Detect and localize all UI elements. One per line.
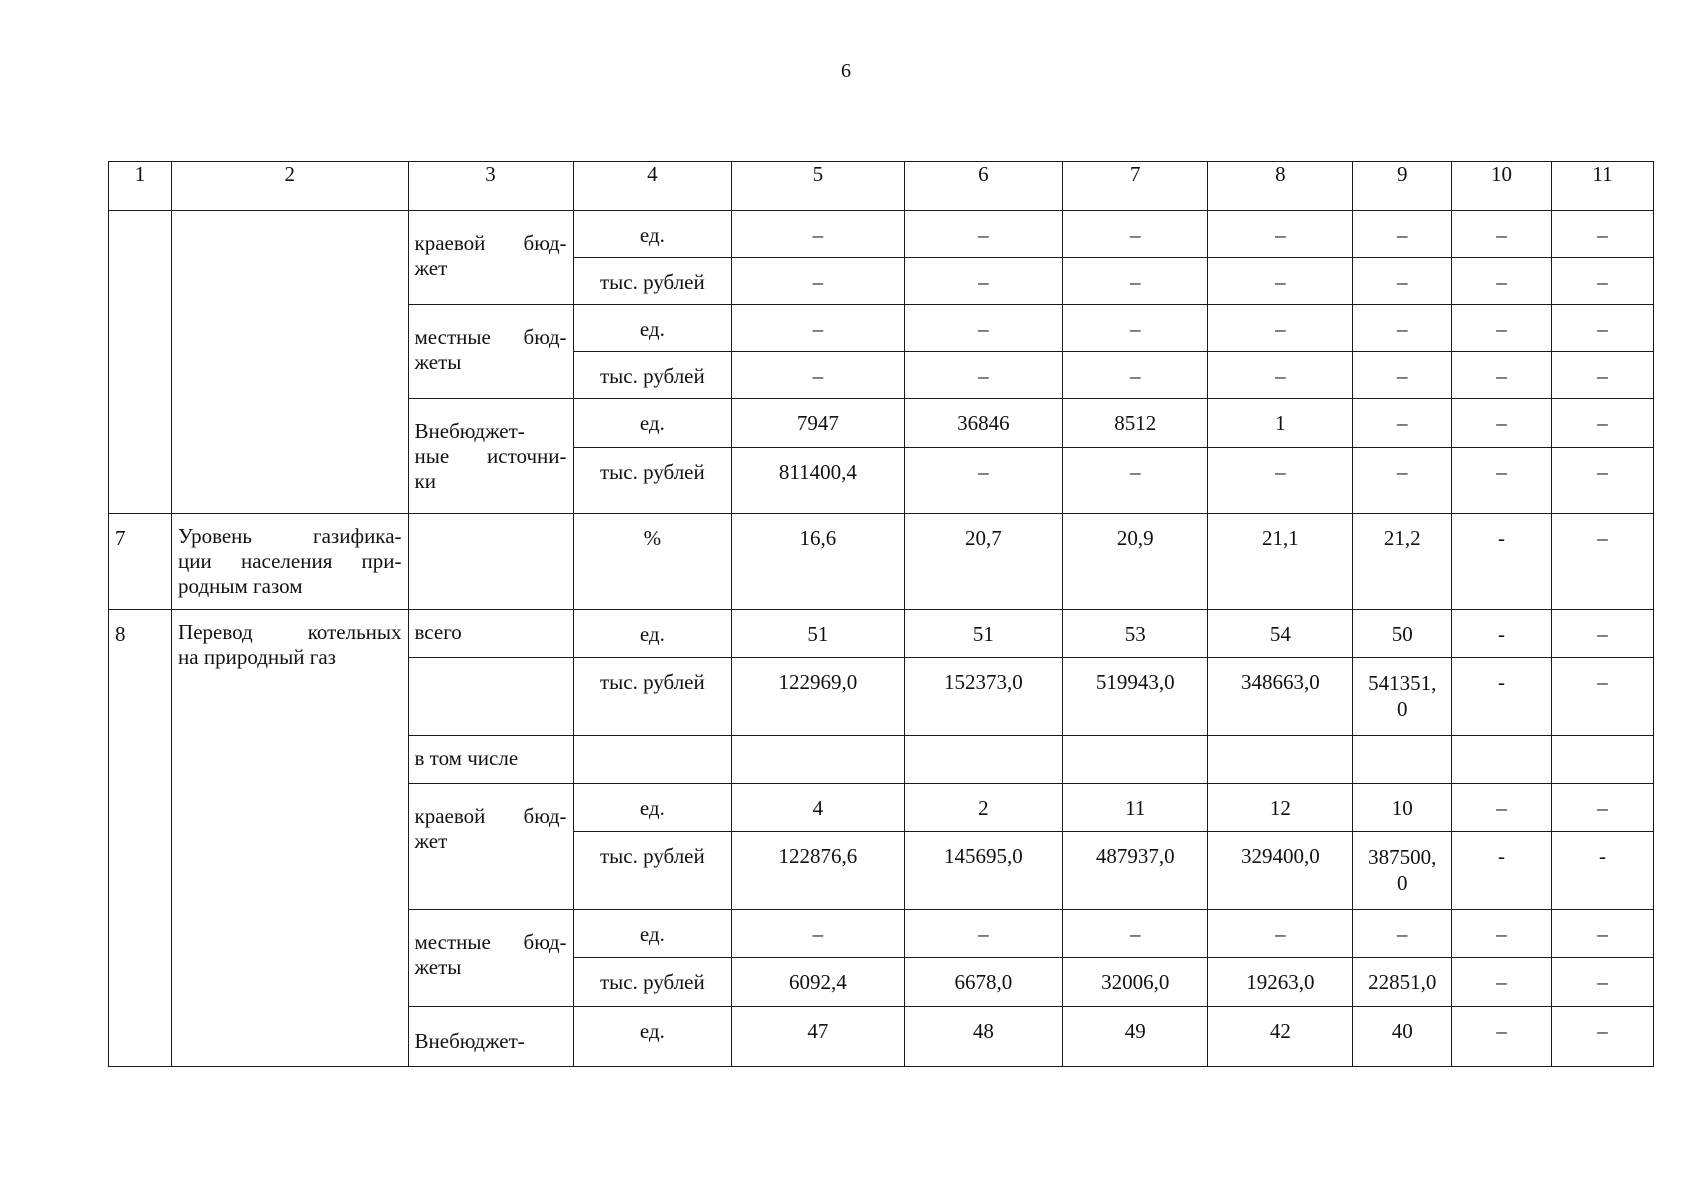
value-cell: 21,1 (1208, 514, 1353, 610)
value-cell: 48 (904, 1007, 1063, 1067)
unit-cell: тыс. рублей (573, 258, 732, 305)
value-cell: 7947 (732, 399, 904, 448)
unit-cell: тыс. рублей (573, 448, 732, 514)
header-cell: 5 (732, 162, 904, 211)
unit-cell: ед. (573, 305, 732, 352)
value-cell: 47 (732, 1007, 904, 1067)
value-cell: – (1551, 1007, 1653, 1067)
unit-cell: % (573, 514, 732, 610)
header-cell: 8 (1208, 162, 1353, 211)
value-cell: – (732, 258, 904, 305)
value-cell: – (1063, 352, 1208, 399)
unit-cell: ед. (573, 211, 732, 258)
source-including: в том числе (408, 736, 573, 784)
source-total: всего (408, 610, 573, 658)
value-cell: – (1551, 399, 1653, 448)
value-cell: – (1551, 610, 1653, 658)
value-cell: - (1551, 832, 1653, 910)
value-cell: 122876,6 (732, 832, 904, 910)
value-cell: - (1452, 832, 1552, 910)
row-number-cell: 8 (109, 610, 172, 1067)
row-name-cell (172, 211, 408, 514)
value-cell: – (732, 211, 904, 258)
value-cell: – (1452, 448, 1552, 514)
empty-cell (1353, 736, 1452, 784)
value-cell: 16,6 (732, 514, 904, 610)
value-cell: – (1452, 211, 1552, 258)
value-cell: – (1452, 258, 1552, 305)
value-cell: – (1452, 910, 1552, 958)
value-cell: – (1452, 305, 1552, 352)
header-cell: 3 (408, 162, 573, 211)
value-cell: 541351, 0 (1353, 658, 1452, 736)
value-cell: – (1452, 352, 1552, 399)
empty-cell (1208, 736, 1353, 784)
unit-cell: ед. (573, 784, 732, 832)
value-cell: – (1208, 258, 1353, 305)
header-row (109, 162, 1654, 211)
value-cell: – (1063, 910, 1208, 958)
value-cell: 36846 (904, 399, 1063, 448)
value-cell: – (1551, 784, 1653, 832)
value-cell: 20,7 (904, 514, 1063, 610)
value-cell: 122969,0 (732, 658, 904, 736)
value-cell: 53 (1063, 610, 1208, 658)
header-cell: 11 (1551, 162, 1653, 211)
row-number-cell (109, 211, 172, 514)
empty-cell (732, 736, 904, 784)
value-cell: 6678,0 (904, 958, 1063, 1007)
value-cell: – (904, 211, 1063, 258)
empty-cell (1063, 736, 1208, 784)
value-cell: - (1452, 658, 1552, 736)
value-cell: 19263,0 (1208, 958, 1353, 1007)
value-cell: 51 (904, 610, 1063, 658)
value-cell: – (1063, 448, 1208, 514)
empty-cell (904, 736, 1063, 784)
data-table (108, 161, 1654, 1067)
value-cell: – (904, 258, 1063, 305)
value-cell: – (1353, 211, 1452, 258)
value-cell: – (1551, 514, 1653, 610)
value-cell: – (904, 305, 1063, 352)
value-cell: – (1452, 958, 1552, 1007)
empty-cell (573, 736, 732, 784)
value-cell: - (1452, 514, 1552, 610)
header-cell: 4 (573, 162, 732, 211)
value-cell: – (1551, 211, 1653, 258)
value-cell: – (1551, 305, 1653, 352)
unit-cell: ед. (573, 910, 732, 958)
header-cell: 6 (904, 162, 1063, 211)
value-cell: – (1353, 352, 1452, 399)
unit-cell: ед. (573, 610, 732, 658)
value-cell: 487937,0 (1063, 832, 1208, 910)
value-cell: – (1353, 910, 1452, 958)
value-cell: 152373,0 (904, 658, 1063, 736)
value-cell: – (1208, 910, 1353, 958)
value-cell: 8512 (1063, 399, 1208, 448)
value-cell: 49 (1063, 1007, 1208, 1067)
value-cell: – (1452, 399, 1552, 448)
value-cell: 4 (732, 784, 904, 832)
source-extrabudgetary: Внебюджет- ные источни- ки (408, 399, 573, 514)
unit-cell: тыс. рублей (573, 958, 732, 1007)
value-cell: – (1551, 658, 1653, 736)
value-cell: 2 (904, 784, 1063, 832)
value-cell: 6092,4 (732, 958, 904, 1007)
source-extrabudgetary: Внебюджет- (408, 1007, 573, 1067)
source-regional: краевой бюд- жет (408, 211, 573, 305)
value-cell: 811400,4 (732, 448, 904, 514)
value-cell: – (1551, 258, 1653, 305)
value-cell: – (1353, 448, 1452, 514)
value-cell: – (1208, 305, 1353, 352)
value-cell: – (732, 305, 904, 352)
value-cell: 21,2 (1353, 514, 1452, 610)
value-cell: 51 (732, 610, 904, 658)
value-cell: 22851,0 (1353, 958, 1452, 1007)
header-cell: 1 (109, 162, 172, 211)
value-cell: – (1063, 258, 1208, 305)
value-cell: – (1551, 448, 1653, 514)
value-cell: 1 (1208, 399, 1353, 448)
value-cell: 10 (1353, 784, 1452, 832)
header-cell: 7 (1063, 162, 1208, 211)
value-cell: – (1452, 784, 1552, 832)
empty-cell (1551, 736, 1653, 784)
source-local: местные бюд- жеты (408, 305, 573, 399)
row-name-cell: Перевод котельных на природный газ (172, 610, 408, 1067)
value-cell: – (1208, 352, 1353, 399)
value-cell: – (1551, 352, 1653, 399)
value-cell: – (1063, 305, 1208, 352)
source-regional: краевой бюд- жет (408, 784, 573, 910)
empty-cell (1452, 736, 1552, 784)
value-cell: – (904, 352, 1063, 399)
page-number: 6 (841, 60, 851, 82)
source-cell (408, 658, 573, 736)
value-cell: 54 (1208, 610, 1353, 658)
unit-cell: тыс. рублей (573, 352, 732, 399)
table-row (109, 610, 1654, 658)
value-cell: 20,9 (1063, 514, 1208, 610)
value-cell: 387500, 0 (1353, 832, 1452, 910)
header-cell: 2 (172, 162, 408, 211)
source-cell (408, 514, 573, 610)
value-cell: – (1551, 910, 1653, 958)
value-cell: 12 (1208, 784, 1353, 832)
value-cell: – (1208, 211, 1353, 258)
value-cell: 519943,0 (1063, 658, 1208, 736)
unit-cell: тыс. рублей (573, 832, 732, 910)
value-cell: – (1551, 958, 1653, 1007)
table-row (109, 514, 1654, 610)
header-cell: 10 (1452, 162, 1552, 211)
value-cell: – (1353, 258, 1452, 305)
value-cell: – (1063, 211, 1208, 258)
value-cell: 329400,0 (1208, 832, 1353, 910)
value-cell: 50 (1353, 610, 1452, 658)
row-name-cell: Уровень газифика- ции населения при- родным газом (172, 514, 408, 610)
unit-cell: ед. (573, 399, 732, 448)
value-cell: 145695,0 (904, 832, 1063, 910)
table-row (109, 211, 1654, 258)
value-cell: – (1452, 1007, 1552, 1067)
value-cell: 11 (1063, 784, 1208, 832)
value-cell: 42 (1208, 1007, 1353, 1067)
value-cell: – (1353, 399, 1452, 448)
header-cell: 9 (1353, 162, 1452, 211)
value-cell: – (732, 910, 904, 958)
value-cell: – (1208, 448, 1353, 514)
value-cell: – (732, 352, 904, 399)
value-cell: 40 (1353, 1007, 1452, 1067)
unit-cell: тыс. рублей (573, 658, 732, 736)
value-cell: – (1353, 305, 1452, 352)
value-cell: – (904, 910, 1063, 958)
unit-cell: ед. (573, 1007, 732, 1067)
value-cell: - (1452, 610, 1552, 658)
value-cell: – (904, 448, 1063, 514)
row-number-cell: 7 (109, 514, 172, 610)
source-local: местные бюд- жеты (408, 910, 573, 1007)
value-cell: 348663,0 (1208, 658, 1353, 736)
value-cell: 32006,0 (1063, 958, 1208, 1007)
